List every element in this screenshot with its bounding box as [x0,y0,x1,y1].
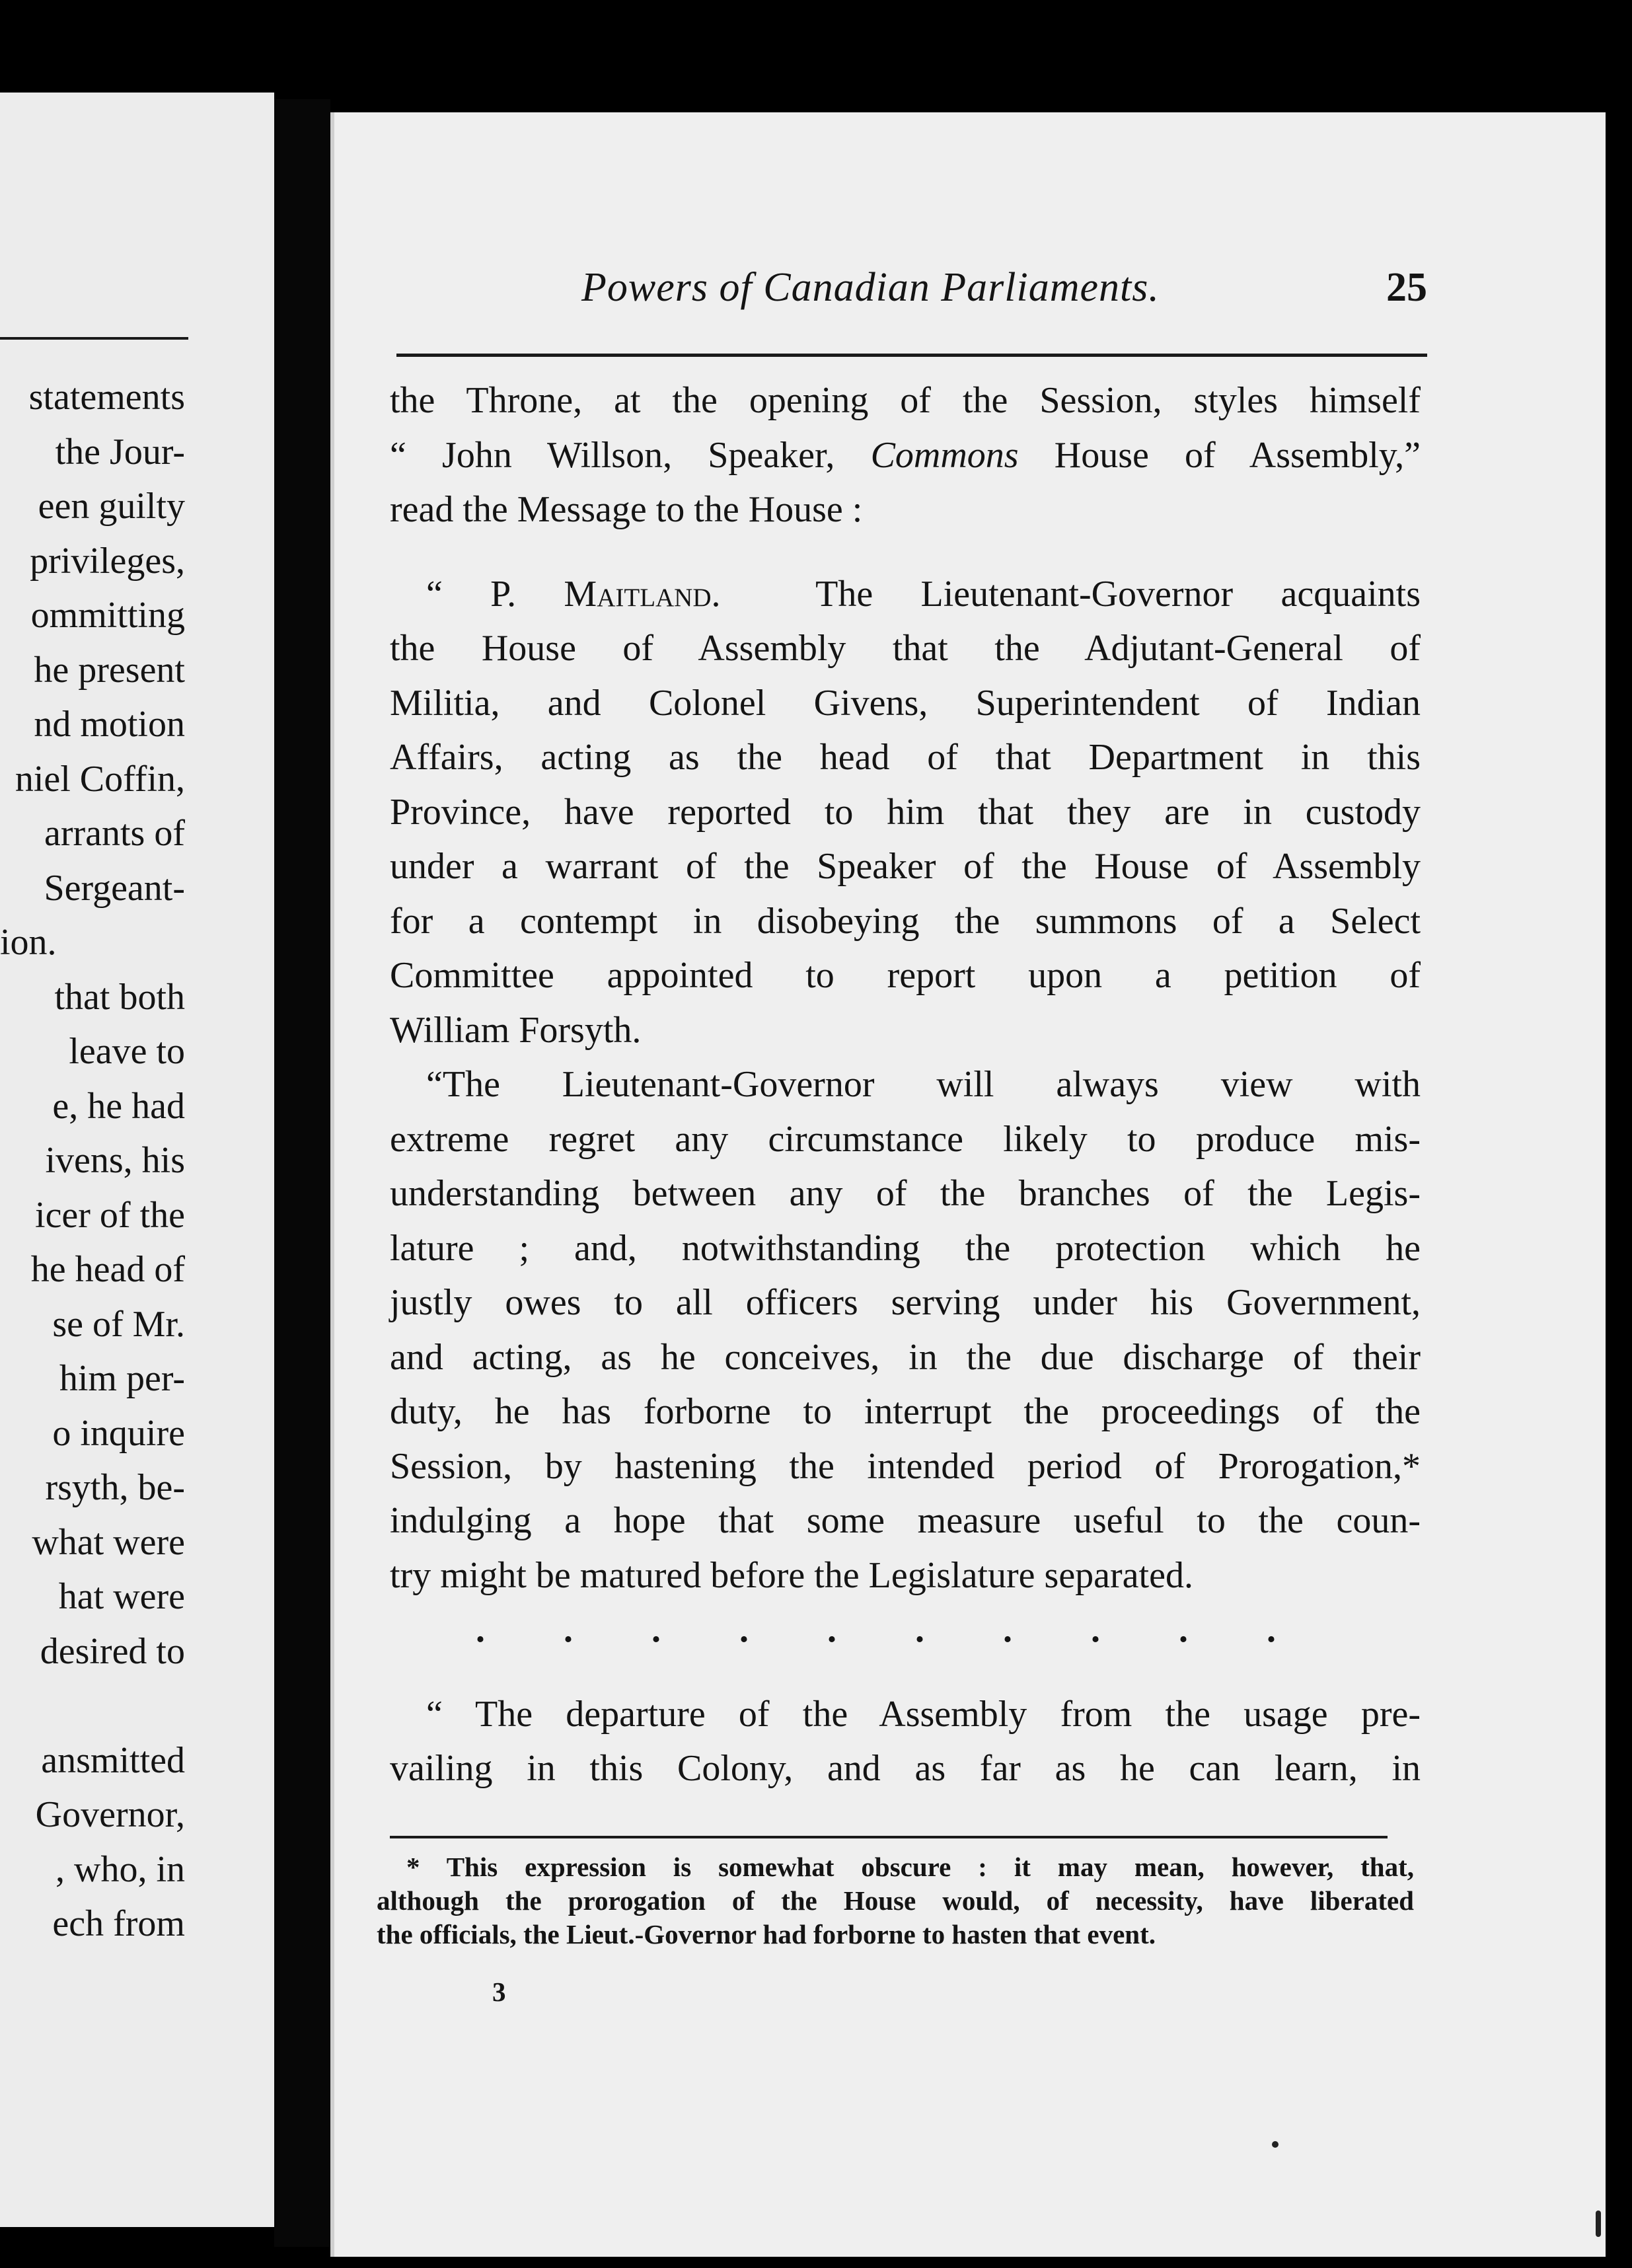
left-line: arrants of [44,813,185,854]
ellipsis-dot: . [1179,1609,1188,1650]
body-line: understanding between any of the branches of the Legis- [390,1173,1421,1214]
body-line: under a warrant of the Speaker of the House of Assembly [390,846,1421,887]
body-line: try might be matured before the Legislature separated. [390,1554,1193,1596]
body-line: justly owes to all officers serving under his Government, [390,1282,1421,1323]
signature-mark: 3 [492,1977,506,2007]
ellipsis-dot: . [564,1609,573,1650]
body-line: “ P. Maitland. The Lieutenant-Governor acquaints [426,573,1421,615]
left-line: nd motion [34,704,185,745]
left-line: niel Coffin, [15,758,185,800]
left-line: leave to [69,1031,185,1072]
left-line: , who, in [56,1848,185,1890]
body-line: “ The departure of the Assembly from the usage pre- [426,1693,1421,1735]
body-line: Session, by hastening the intended period of Prorogation,* [390,1445,1421,1487]
left-line: ommitting [30,595,185,636]
body-line: duty, he has forborne to interrupt the proceedings of the [390,1391,1421,1432]
left-line: the Jour- [55,431,185,472]
ellipsis-dot: . [651,1609,661,1650]
signatory-name: Maitland. [564,573,721,615]
left-line: ion. [0,922,57,963]
footnote-line: * This expression is somewhat obscure : it may mean, however, that, [406,1852,1414,1882]
body-line: for a contempt in disobeying the summons of a Select [390,900,1421,942]
body-line: William Forsyth. [390,1009,642,1051]
left-line: ansmitted [41,1739,185,1781]
body-text [390,373,1421,1796]
left-line: him per- [59,1358,185,1399]
body-line: Militia, and Colonel Givens, Superintendent of Indian [390,682,1421,724]
left-line: se of Mr. [52,1303,185,1345]
ellipsis-dot: . [1267,1609,1276,1650]
italic-word: Commons [870,434,1019,476]
left-page-rule [0,337,188,340]
left-line: een guilty [38,486,185,527]
left-line: icer of the [35,1194,185,1236]
left-line: privileges, [30,540,185,582]
footnote-line: although the prorogation of the House would, of necessity, have liberated [377,1885,1414,1916]
left-line: he present [34,649,185,691]
left-page-text [0,370,185,1951]
body-line: the Throne, at the opening of the Session, styles himself [390,380,1421,421]
ellipsis-dot: . [1091,1609,1100,1650]
scan-speck [1272,2141,1279,2148]
ellipsis-dot: . [739,1609,749,1650]
left-line: that both [54,976,185,1018]
left-line [0,1679,185,1733]
ellipsis-dot: . [476,1609,485,1650]
left-line: Governor, [35,1794,185,1835]
left-line: Sergeant- [44,867,185,909]
body-line: and acting, as he conceives, in the due discharge of their [390,1336,1421,1378]
body-line: Affairs, acting as the head of that Department in this [390,737,1421,778]
left-line: o inquire [52,1412,185,1454]
left-line: e, he had [52,1085,185,1127]
footnote [377,1850,1414,1951]
left-line: desired to [40,1630,185,1672]
body-line: Committee appointed to report upon a petition of [390,955,1421,996]
ellipsis-dot: . [915,1609,924,1650]
running-head [396,264,1427,324]
running-title: Powers of Canadian Parliaments. [581,265,1160,310]
body-line: lature ; and, notwithstanding the protection which he [390,1227,1421,1269]
left-line: hat were [58,1576,185,1617]
left-line: what were [32,1521,185,1563]
body-line: read the Message to the House : [390,489,863,530]
left-line: statements [28,377,185,418]
ellipsis-row [390,1603,1421,1657]
left-line: ech from [52,1903,185,1944]
ellipsis-dot: . [1003,1609,1012,1650]
body-line: extreme regret any circumstance likely to produce mis- [390,1118,1421,1160]
header-rule [396,354,1427,357]
body-line: vailing in this Colony, and as far as he can learn, in [390,1748,1421,1789]
scan-speck [1596,2211,1601,2237]
left-line: ivens, his [45,1140,185,1181]
footnote-line: the officials, the Lieut.-Governor had forborne to hasten that event. [377,1919,1156,1949]
ellipsis-dot: . [827,1609,836,1650]
book-gutter [274,99,330,2247]
page-number: 25 [1386,265,1427,310]
body-line: “ John Willson, Speaker, Commons House of Assembly,” [390,434,1421,476]
body-line: the House of Assembly that the Adjutant-General of [390,628,1421,669]
body-line: “The Lieutenant-Governor will always view with [426,1064,1421,1105]
body-line: Province, have reported to him that they are in custody [390,791,1421,833]
left-line: he head of [30,1249,185,1290]
footnote-rule [390,1836,1388,1838]
body-line: indulging a hope that some measure useful to the coun- [390,1500,1421,1541]
left-line: rsyth, be- [45,1467,185,1508]
